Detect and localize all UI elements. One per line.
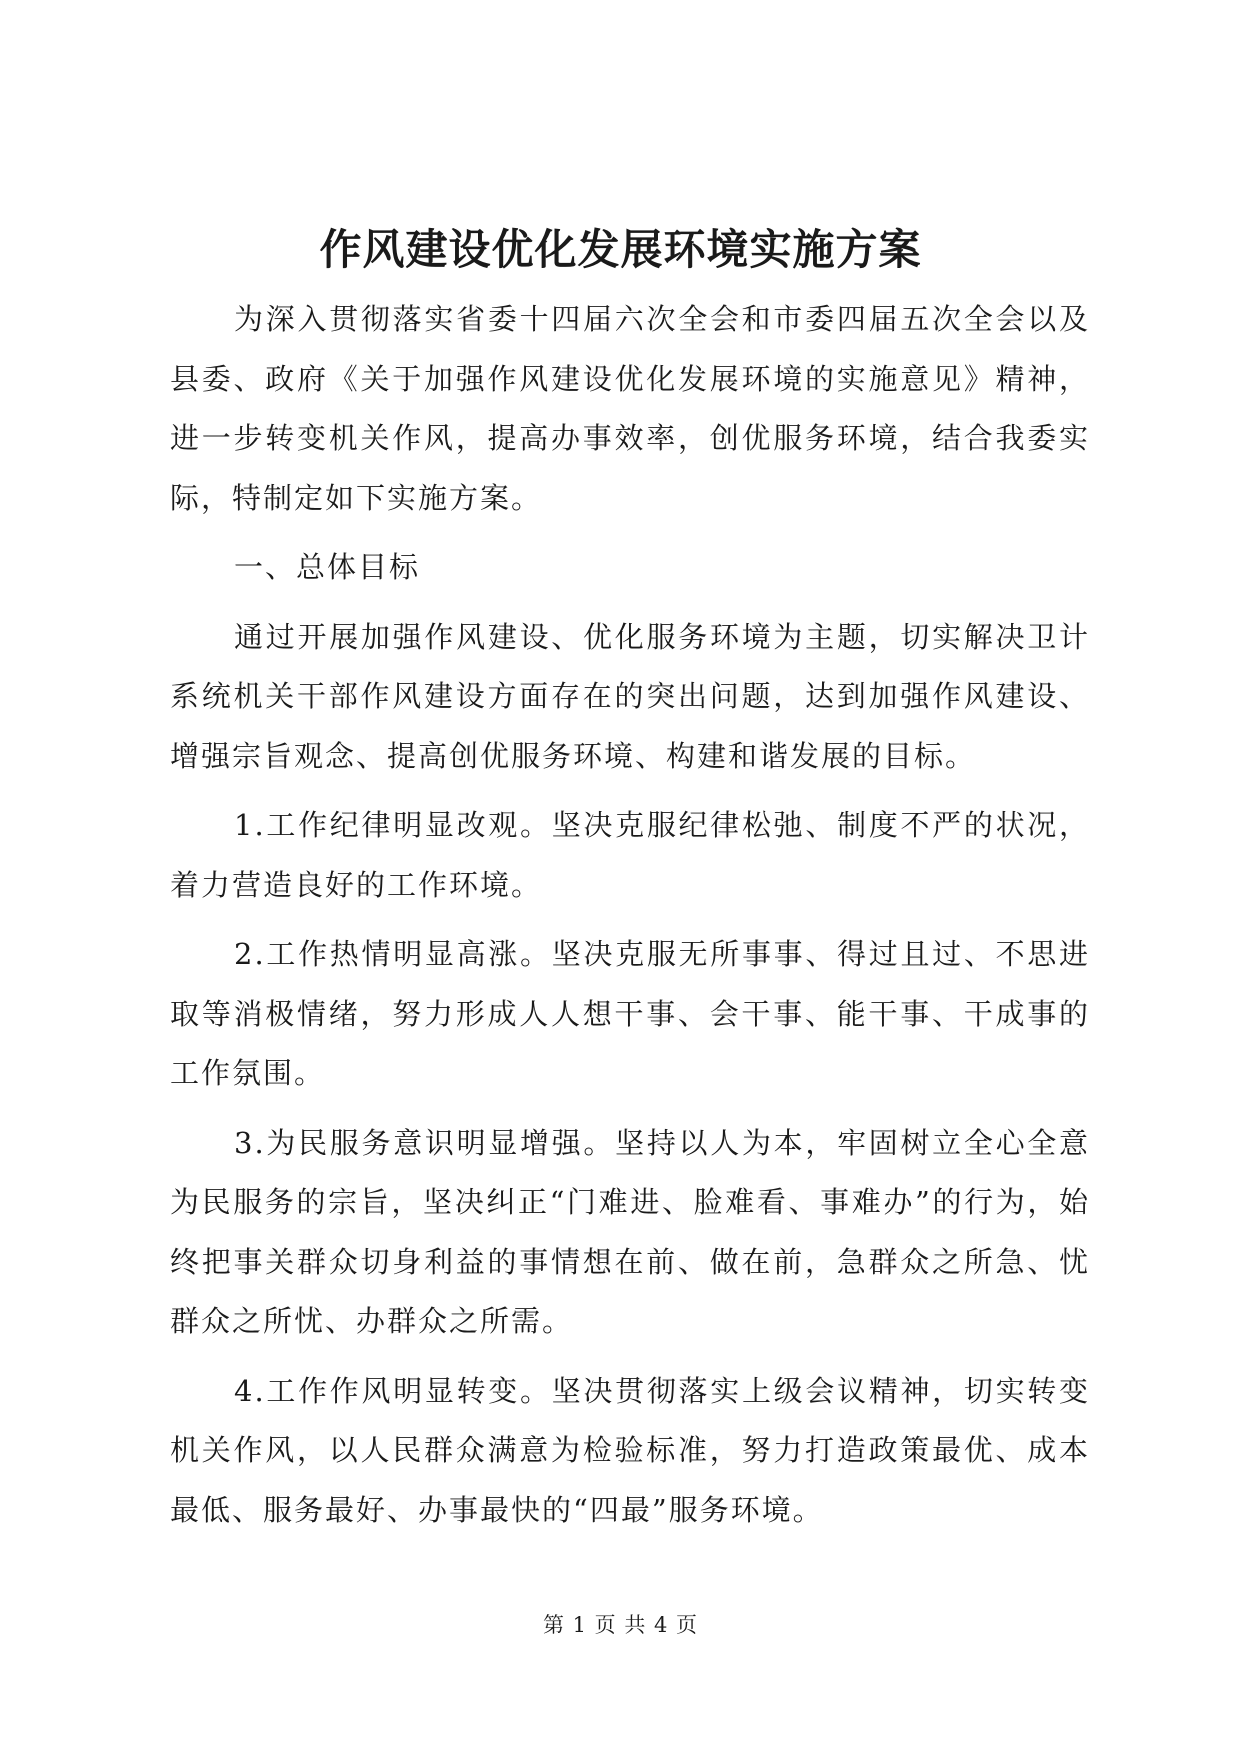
document-title: 作风建设优化发展环境实施方案 <box>319 225 922 274</box>
paragraph-intro: 为深入贯彻落实省委十四届六次全会和市委四届五次全会以及县委、政府《关于加强作风建设优化发展环境的实施意见》精神，进一步转变机关作风，提高办事效率，创优服务环境，结合我委实际，特制定如下实施方案。 <box>170 302 1090 515</box>
document-body <box>170 290 1090 1550</box>
paragraph-goal-summary: 通过开展加强作风建设、优化服务环境为主题，切实解决卫计系统机关干部作风建设方面存在的突出问题，达到加强作风建设、增强宗旨观念、提高创优服务环境、构建和谐发展的目标。 <box>170 619 1090 773</box>
section-heading-overall-goal: 一、总体目标 <box>234 550 421 584</box>
page-number-footer: 第 1 页 共 4 页 <box>542 1613 699 1637</box>
paragraph-item-1: 1.工作纪律明显改观。坚决克服纪律松弛、制度不严的状况，着力营造良好的工作环境。 <box>170 808 1090 902</box>
paragraph-item-3: 3.为民服务意识明显增强。坚持以人为本，牢固树立全心全意为民服务的宗旨，坚决纠正“门难进、脸难看、事难办”的行为，始终把事关群众切身利益的事情想在前、做在前，急群众之所急、忧群众之所忧、办群众之所需。 <box>170 1125 1090 1338</box>
paragraph-item-2: 2.工作热情明显高涨。坚决克服无所事事、得过且过、不思进取等消极情绪，努力形成人人想干事、会干事、能干事、干成事的工作氛围。 <box>170 937 1090 1090</box>
paragraph-item-4: 4.工作作风明显转变。坚决贯彻落实上级会议精神，切实转变机关作风，以人民群众满意为检验标准，努力打造政策最优、成本最低、服务最好、办事最快的“四最”服务环境。 <box>170 1373 1090 1527</box>
